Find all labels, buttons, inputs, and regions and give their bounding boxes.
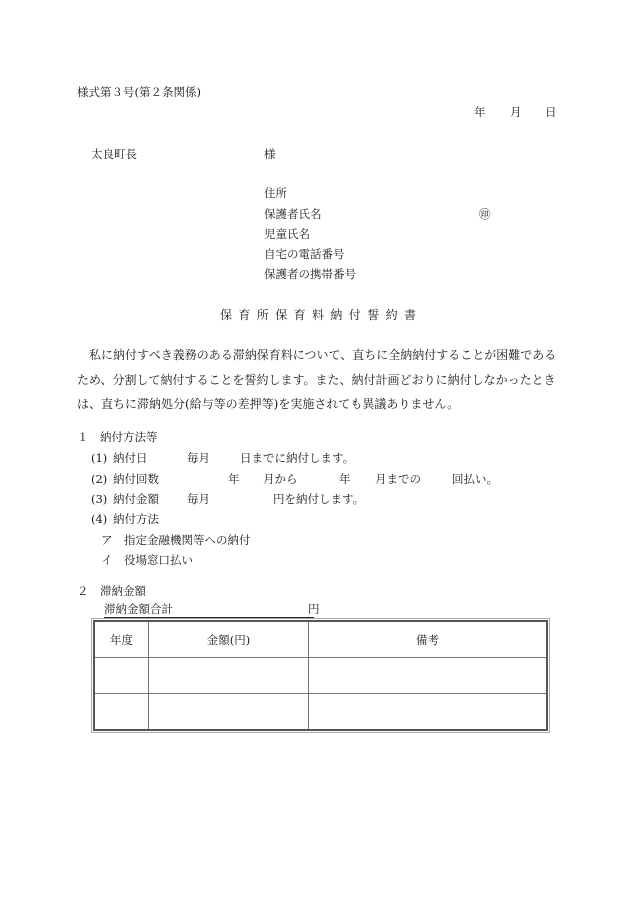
item2-end-month: 月までの xyxy=(375,472,421,486)
cell-amount[interactable] xyxy=(149,658,309,694)
date-month: 月 xyxy=(510,105,522,119)
item2-start-year: 年 xyxy=(228,472,240,486)
method-bank: ア 指定金融機関等への納付 xyxy=(101,533,251,547)
mobile-phone-label: 保護者の携帯番号 xyxy=(264,267,356,281)
cell-remarks[interactable] xyxy=(309,694,548,731)
document-title: 保育所保育料納付誓約書 xyxy=(220,308,423,322)
header-remarks: 備考 xyxy=(309,621,548,658)
arrears-table xyxy=(93,620,548,731)
item2-installments: 回払い。 xyxy=(452,472,498,486)
cell-remarks[interactable] xyxy=(309,658,548,694)
item2-end-year: 年 xyxy=(339,472,351,486)
item1-label: 納付日 xyxy=(113,451,148,465)
form-number: 様式第３号(第２条関係) xyxy=(77,85,201,99)
address-label: 住所 xyxy=(264,186,287,200)
method-counter: イ 役場窓口払い xyxy=(101,553,193,567)
child-name-label: 児童氏名 xyxy=(264,227,310,241)
cell-fiscal-year[interactable] xyxy=(94,694,149,731)
table-row xyxy=(94,658,547,694)
seal-mark: ㊞ xyxy=(479,207,491,221)
cell-fiscal-year[interactable] xyxy=(94,658,149,694)
item3-suffix: 円を納付します。 xyxy=(273,492,365,506)
item1-monthly: 毎月 xyxy=(187,451,210,465)
table-row xyxy=(94,694,547,731)
section1-heading: １ 納付方法等 xyxy=(77,430,158,444)
guardian-name-label: 保護者氏名 xyxy=(264,207,322,221)
date-day: 日 xyxy=(545,105,557,119)
total-unit: 円 xyxy=(308,602,320,616)
item2-label: 納付回数 xyxy=(113,472,159,486)
home-phone-label: 自宅の電話番号 xyxy=(264,247,345,261)
item3-monthly: 毎月 xyxy=(187,492,210,506)
header-amount: 金額(円) xyxy=(149,621,309,658)
item3-num: (3) xyxy=(91,492,108,506)
table-header-row xyxy=(94,621,547,658)
header-fiscal-year: 年度 xyxy=(94,621,149,658)
item1-suffix: 日までに納付します。 xyxy=(240,451,355,465)
total-label: 滞納金額合計 xyxy=(104,602,173,616)
item2-num: (2) xyxy=(91,472,108,486)
item4-num: (4) xyxy=(91,512,108,526)
pledge-body: 私に納付すべき義務のある滞納保育料について、直ちに全納納付することが困難であるため、分割して納付することを誓約します。また、納付計画どおりに納付しなかったときは、直ちに滞納処分(給与等の差押等)を実施されても異議ありません。 xyxy=(77,348,557,411)
item1-num: (1) xyxy=(91,451,108,465)
item4-label: 納付方法 xyxy=(113,512,159,526)
recipient-honorific: 様 xyxy=(264,147,276,161)
item3-label: 納付金額 xyxy=(113,492,159,506)
section2-heading: ２ 滞納金額 xyxy=(77,584,146,598)
cell-amount[interactable] xyxy=(149,694,309,731)
item2-start-month: 月から xyxy=(263,472,298,486)
recipient-name: 太良町長 xyxy=(91,147,137,161)
date-year: 年 xyxy=(474,105,486,119)
